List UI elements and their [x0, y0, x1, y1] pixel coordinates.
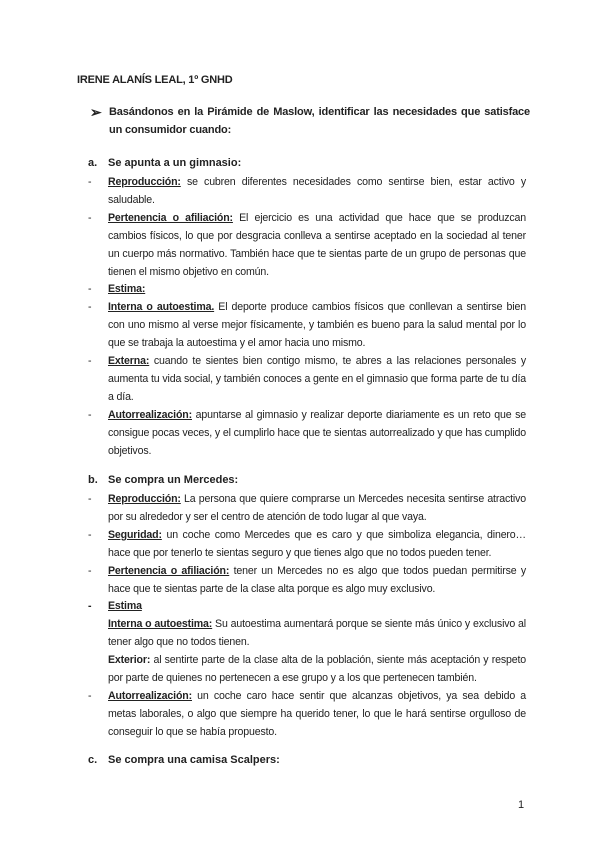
item-text: La persona que quiere comprarse un Mercedes necesita sentirse atractivo por su alrededor y ser el centro de atención de todo lugar al que vaya.	[108, 493, 526, 523]
section-letter: b.	[88, 474, 98, 486]
intro-question	[90, 104, 530, 140]
item-label: Exterior:	[108, 654, 151, 667]
dash-bullet: -	[88, 211, 92, 224]
item-text: tener un Mercedes no es algo que todos puedan permitirse y hace que te sientas parte de la clase alta porque es algo muy exclusivo.	[108, 564, 526, 595]
item-text: cuando te sientes bien contigo mismo, te abres a las relaciones personales y aumenta tu vida social, y también conoces a gente en el gimnasio que forma parte de tu día a día.	[108, 355, 526, 403]
arrow-bullet-icon: ➢	[90, 104, 102, 120]
item-label: Estima:	[108, 283, 146, 296]
section-letter: a.	[88, 157, 98, 169]
list-item	[88, 527, 526, 563]
item-label: Reproducción:	[108, 176, 181, 188]
section-letter: c.	[88, 754, 98, 766]
item-label: Seguridad:	[108, 528, 162, 541]
item-text: se cubren diferentes necesidades como sentirse bien, estar activo y saludable.	[108, 176, 526, 206]
section-title: Se apunta a un gimnasio:	[108, 157, 242, 169]
item-text: un coche caro hace sentir que alcanzas objetivos, ya sea debido a metas laborales, o algo que siempre ha querido tener, lo que le hará sentirse orgulloso de conseguir lo que se había propuesto.	[108, 689, 526, 738]
list-item-estima	[88, 598, 526, 616]
dash-bullet: -	[88, 408, 92, 421]
item-label: Estima	[108, 600, 142, 613]
section-b	[88, 472, 526, 742]
list-item	[88, 688, 526, 742]
list-item	[88, 563, 526, 599]
item-text: El deporte produce cambios físicos que conllevan a sentirse bien con uno mismo al verse mejor físicamente, y también es bueno para la salud mental por lo que se trabaja la autoestima y el amor hacia uno mismo.	[108, 301, 526, 350]
item-label: Pertenencia o afiliación:	[108, 211, 233, 224]
item-text: un coche como Mercedes que es caro y que simboliza elegancia, dinero… hace que por tenerlo te sientas seguro y que tienes algo que no todos pueden tener.	[108, 528, 526, 559]
dash-bullet: -	[88, 689, 92, 702]
sub-item-interna	[88, 616, 526, 652]
page-number: 1	[518, 799, 525, 811]
author-heading: IRENE ALANÍS LEAL, 1º GNHD	[77, 74, 233, 86]
section-c	[88, 752, 526, 771]
dash-bullet: -	[88, 564, 92, 577]
dash-bullet: -	[88, 176, 92, 188]
list-item	[88, 299, 526, 353]
dash-bullet: -	[88, 283, 92, 296]
item-text: al sentirte parte de la clase alta de la población, siente más aceptación y respeto por parte de quienes no pertenecen a ese grupo y a los que pertenecen también.	[108, 654, 526, 685]
dash-bullet: -	[88, 528, 92, 541]
dash-bullet: -	[88, 493, 92, 505]
section-a	[88, 155, 526, 461]
dash-bullet: -	[88, 301, 92, 314]
list-item	[88, 174, 526, 210]
list-item	[88, 353, 526, 407]
section-heading	[88, 472, 526, 491]
list-item	[88, 210, 526, 282]
list-item	[88, 491, 526, 527]
section-heading	[88, 155, 526, 174]
section-title: Se compra una camisa Scalpers:	[108, 754, 280, 766]
item-label: Reproducción:	[108, 493, 181, 505]
item-label: Interna o autoestima:	[108, 618, 213, 631]
section-heading	[88, 752, 526, 771]
section-title: Se compra un Mercedes:	[108, 474, 239, 486]
item-label: Autorrealización:	[108, 408, 192, 421]
item-text: apuntarse al gimnasio y realizar deporte diariamente es un reto que se consigue pocas veces, y el cumplirlo hace que te sientas autorrealizado y que has cumplido objetivos.	[108, 408, 526, 457]
item-text: El ejercicio es una actividad que hace que se produzcan cambios físicos, lo que por desgracia conlleva a sentirse aceptado en la sociedad al tener un cuerpo más normativo. También hace que te sientas parte de un grupo de personas que tienen el mismo objetivo en común.	[108, 211, 526, 278]
item-label: Externa:	[108, 355, 150, 368]
list-item	[88, 407, 526, 461]
intro-text: Basándonos en la Pirámide de Maslow, identificar las necesidades que satisface un consumidor cuando:	[109, 106, 530, 136]
item-text: Su autoestima aumentará porque se siente más único y exclusivo al tener algo que no todos tienen.	[108, 618, 526, 649]
dash-bullet: -	[88, 600, 92, 613]
list-item	[88, 281, 526, 299]
dash-bullet: -	[88, 355, 92, 368]
item-label: Autorrealización:	[108, 689, 192, 702]
item-label: Pertenencia o afiliación:	[108, 564, 230, 577]
item-label: Interna o autoestima.	[108, 301, 215, 314]
sub-item-exterior	[88, 652, 526, 688]
